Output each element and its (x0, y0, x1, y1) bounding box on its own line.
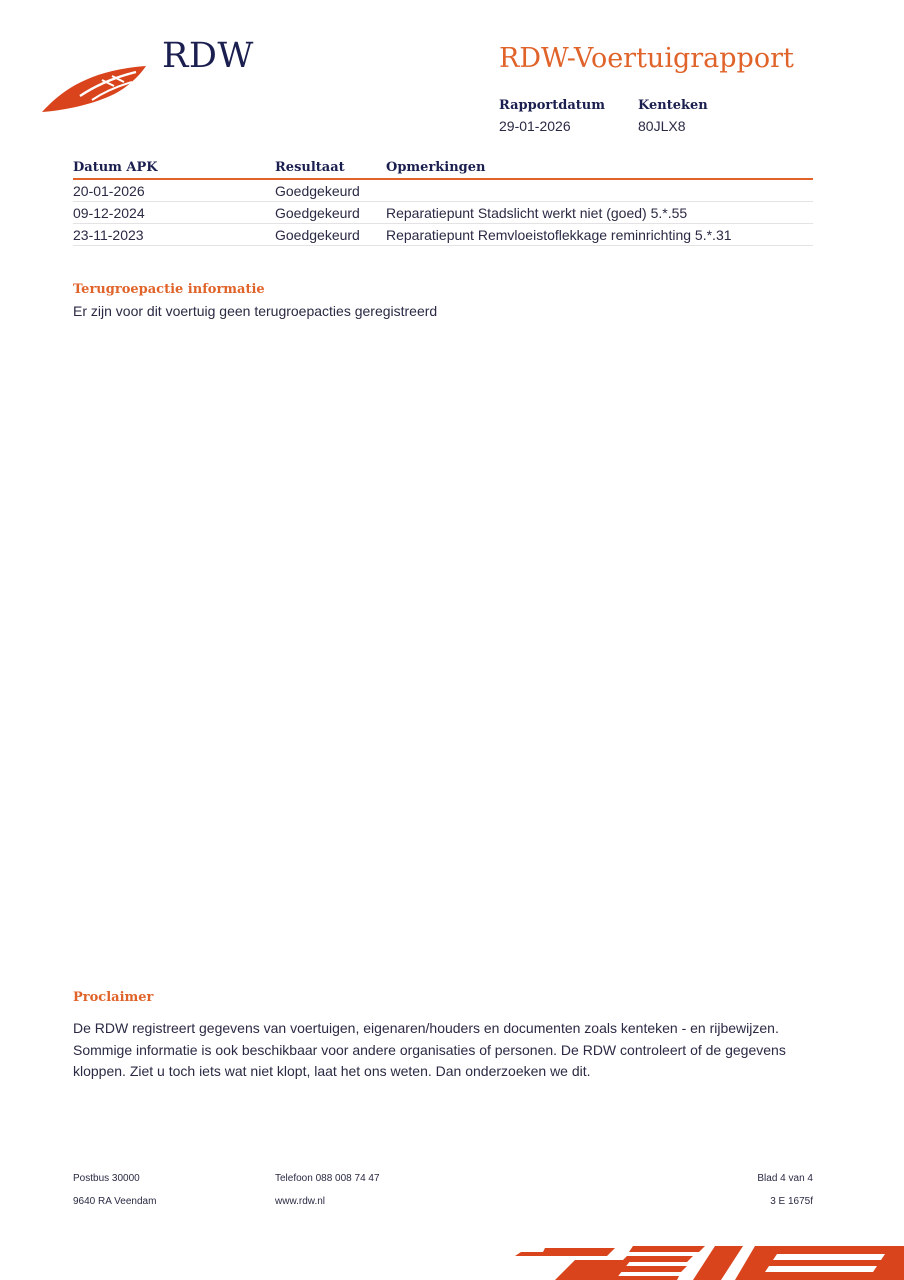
report-date-label: Rapportdatum (499, 98, 605, 113)
document-title: RDW-Voertuigrapport (499, 43, 794, 74)
column-header-date: Datum APK (73, 158, 275, 179)
table-row (73, 179, 813, 202)
rdw-stripes-icon (515, 1240, 904, 1280)
footer-website[interactable]: www.rdw.nl (275, 1196, 326, 1207)
proclaimer-line: Sommige informatie is ook beschikbaar voor andere organisaties of personen. De RDW controleert of de gegevens (73, 1041, 786, 1058)
cell-result: Goedgekeurd (275, 202, 386, 224)
column-header-remarks: Opmerkingen (386, 158, 813, 179)
footer-code: 3 E 1675f (770, 1196, 813, 1207)
cell-date: 23-11-2023 (73, 224, 275, 246)
apk-history-table (73, 158, 813, 246)
cell-remarks (386, 179, 813, 202)
cell-date: 20-01-2026 (73, 179, 275, 202)
cell-remarks: Reparatiepunt Remvloeistoflekkage reminrichting 5.*.31 (386, 224, 813, 246)
proclaimer-line: De RDW registreert gegevens van voertuigen, eigenaren/houders en documenten zoals kenteken - en rijbewijzen. (73, 1020, 779, 1036)
rdw-leaf-logo-icon (40, 56, 150, 116)
proclaimer-body (73, 1018, 833, 1083)
cell-result: Goedgekeurd (275, 179, 386, 202)
footer-page-number: Blad 4 van 4 (757, 1173, 813, 1184)
footer-city: 9640 RA Veendam (73, 1196, 157, 1207)
plate-label: Kenteken (638, 98, 708, 113)
column-header-result: Resultaat (275, 158, 386, 179)
report-date-value: 29-01-2026 (499, 118, 571, 134)
cell-remarks: Reparatiepunt Stadslicht werkt niet (goed) 5.*.55 (386, 202, 813, 224)
proclaimer-line: kloppen. Ziet u toch iets wat niet klopt, laat het ons weten. Dan onderzoeken we dit. (73, 1063, 591, 1079)
proclaimer-title: Proclaimer (73, 990, 154, 1005)
table-row (73, 224, 813, 246)
footer-postbus: Postbus 30000 (73, 1173, 140, 1184)
recall-section-title: Terugroepactie informatie (73, 282, 265, 297)
cell-result: Goedgekeurd (275, 224, 386, 246)
footer-phone: Telefoon 088 008 74 47 (275, 1173, 380, 1184)
plate-value: 80JLX8 (638, 118, 686, 134)
table-row (73, 202, 813, 224)
cell-date: 09-12-2024 (73, 202, 275, 224)
brand-name: RDW (162, 36, 254, 76)
recall-text: Er zijn voor dit voertuig geen terugroepacties geregistreerd (73, 303, 438, 319)
table-header-row (73, 158, 813, 179)
